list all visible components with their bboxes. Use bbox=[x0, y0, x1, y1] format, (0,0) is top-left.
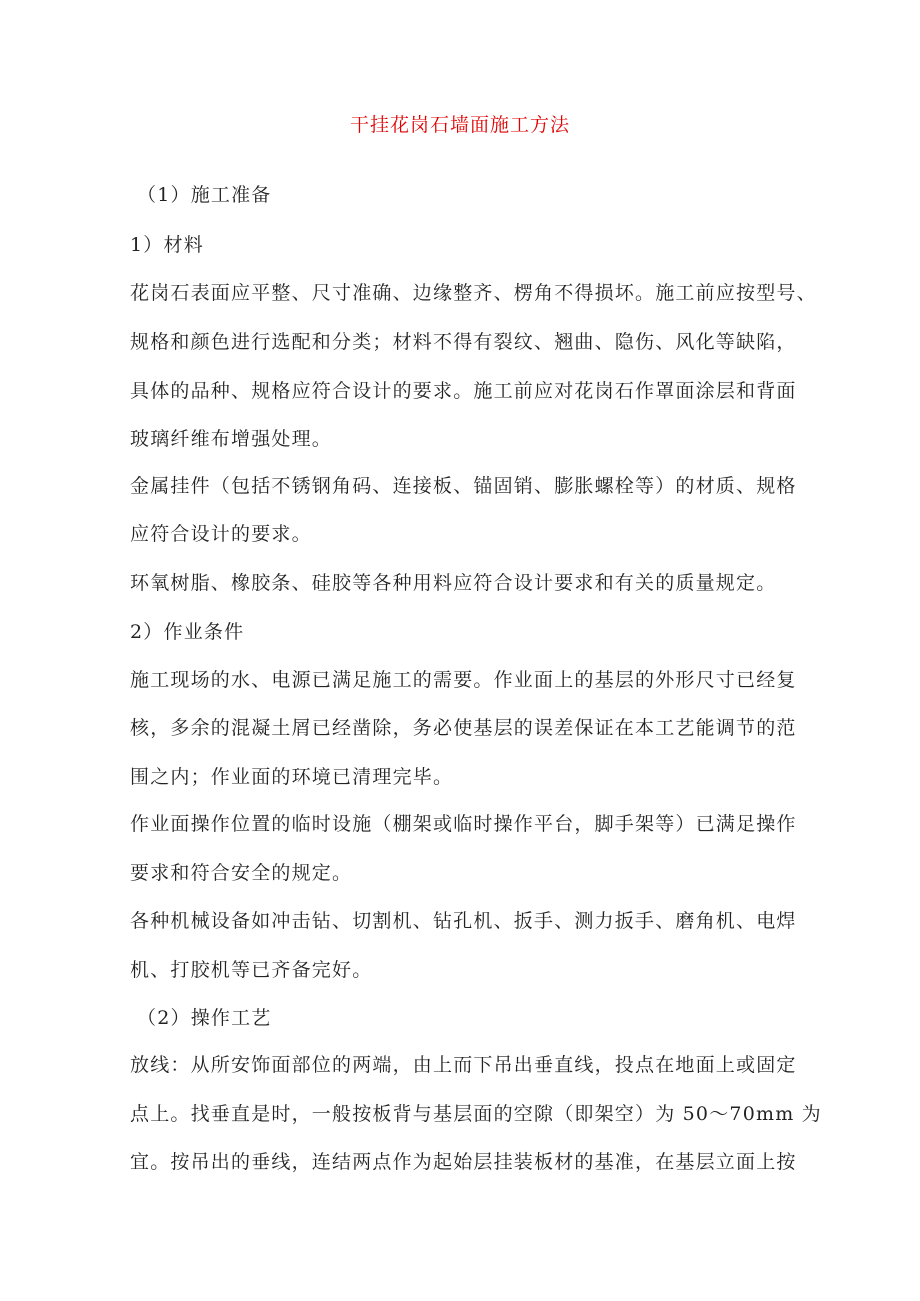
paragraph-line: 应符合设计的要求。 bbox=[130, 523, 312, 545]
paragraph-line: 环氧树脂、橡胶条、硅胶等各种用料应符合设计要求和有关的质量规定。 bbox=[130, 572, 777, 594]
paragraph-line: 规格和颜色进行选配和分类；材料不得有裂纹、翘曲、隐伤、风化等缺陷， bbox=[130, 331, 797, 353]
paragraph-line: 放线：从所安饰面部位的两端，由上而下吊出垂直线，投点在地面上或固定 bbox=[130, 1054, 797, 1076]
paragraph-line: 作业面操作位置的临时设施（棚架或临时操作平台，脚手架等）已满足操作 bbox=[130, 813, 797, 835]
document-title: 干挂花岗石墙面施工方法 bbox=[349, 114, 570, 136]
paragraph-line: 花岗石表面应平整、尺寸准确、边缘整齐、楞角不得损坏。施工前应按型号、 bbox=[130, 282, 817, 304]
subheading-conditions: 2）作业条件 bbox=[130, 621, 245, 643]
paragraph-line: 施工现场的水、电源已满足施工的需要。作业面上的基层的外形尺寸已经复 bbox=[130, 669, 797, 691]
section-heading-preparation: （1）施工准备 bbox=[137, 184, 272, 206]
paragraph-line: 机、打胶机等已齐备完好。 bbox=[130, 959, 373, 981]
paragraph-line: 宜。按吊出的垂线，连结两点作为起始层挂装板材的基准，在基层立面上按 bbox=[130, 1151, 797, 1173]
paragraph-line: 玻璃纤维布增强处理。 bbox=[130, 428, 333, 450]
paragraph-line: 点上。找垂直是时，一般按板背与基层面的空隙（即架空）为 50～70mm 为 bbox=[130, 1103, 822, 1125]
paragraph-line: 各种机械设备如冲击钻、切割机、钻孔机、扳手、测力扳手、磨角机、电焊 bbox=[130, 910, 797, 932]
paragraph-line: 核，多余的混凝土屑已经凿除，务必使基层的误差保证在本工艺能调节的范 bbox=[130, 717, 797, 739]
paragraph-line: 围之内；作业面的环境已清理完毕。 bbox=[130, 766, 454, 788]
paragraph-line: 金属挂件（包括不锈钢角码、连接板、锚固销、膨胀螺栓等）的材质、规格 bbox=[130, 475, 797, 497]
subheading-materials: 1）材料 bbox=[130, 234, 204, 256]
section-heading-process: （2）操作工艺 bbox=[137, 1007, 272, 1029]
paragraph-line: 具体的品种、规格应符合设计的要求。施工前应对花岗石作罩面涂层和背面 bbox=[130, 380, 797, 402]
paragraph-line: 要求和符合安全的规定。 bbox=[130, 862, 353, 884]
